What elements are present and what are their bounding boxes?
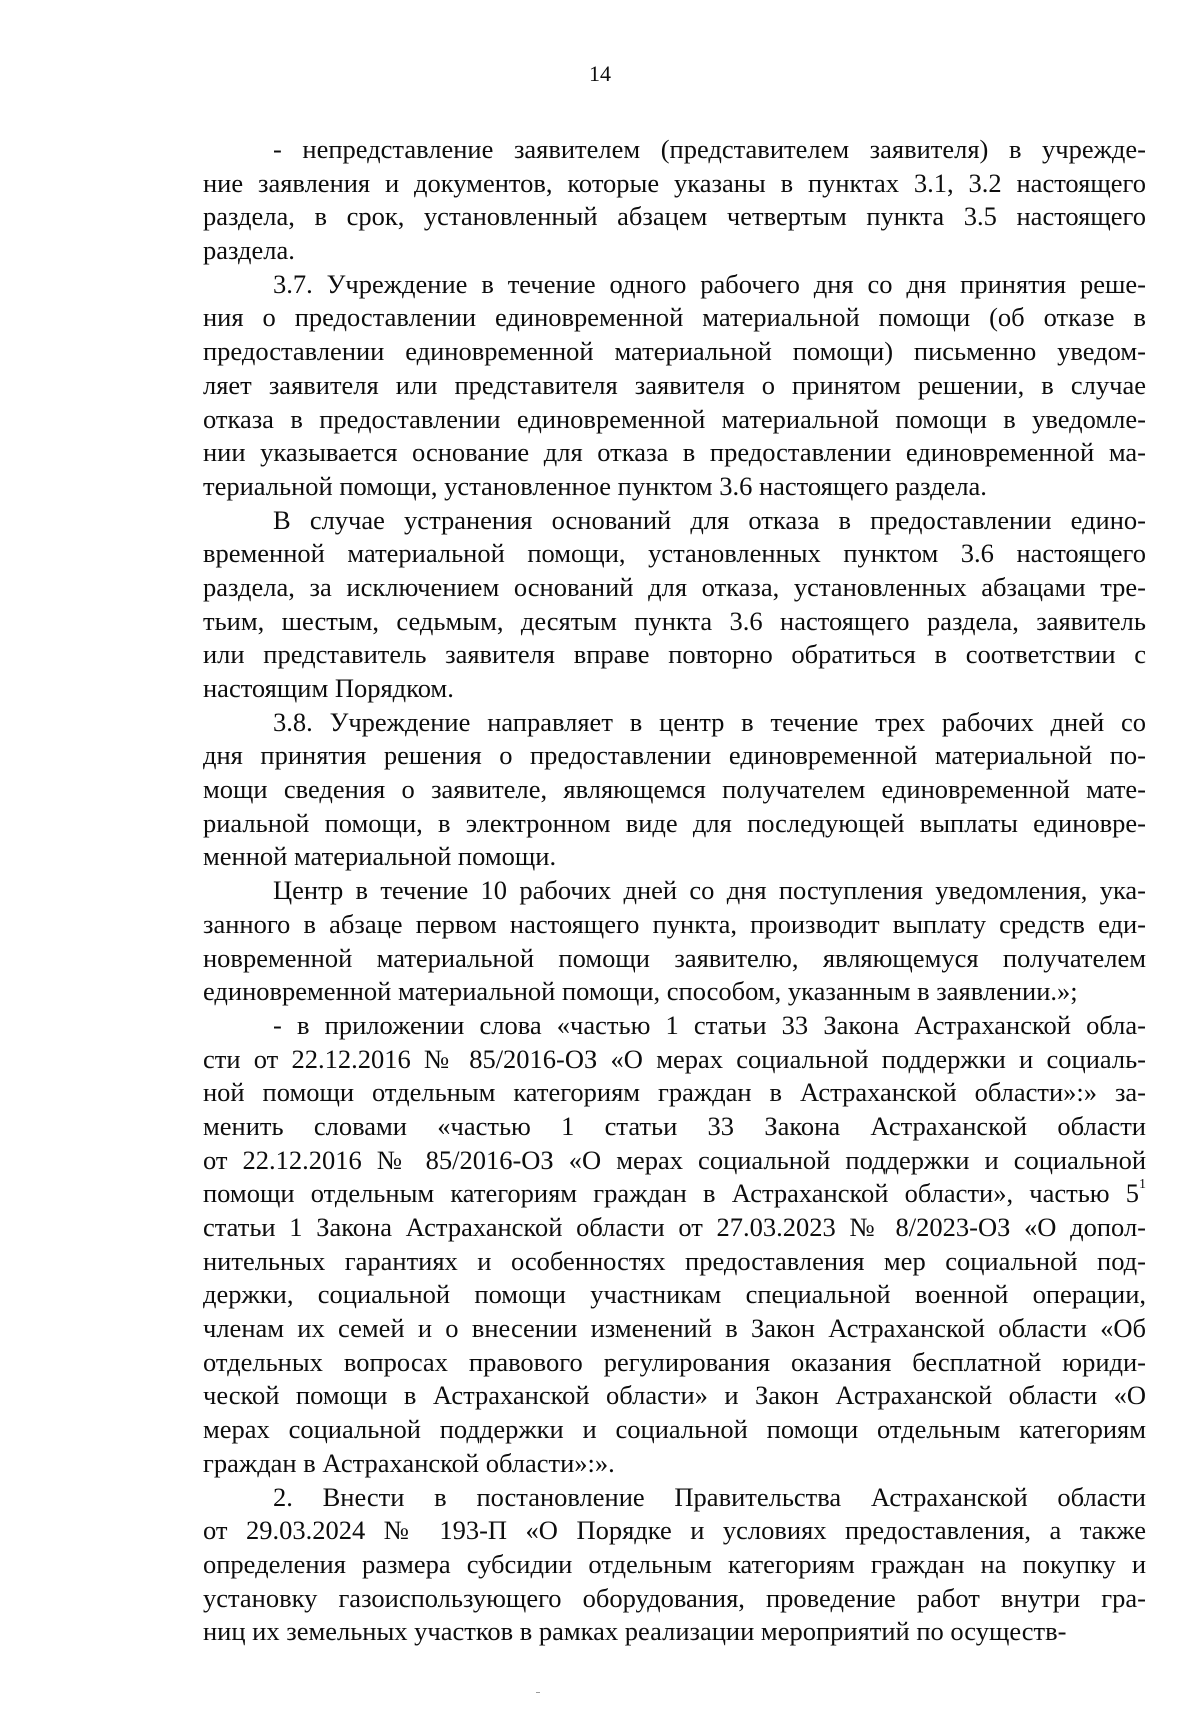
text-line: раздела, в срок, установленный абзацем четвертым пункта 3.5 настоящего xyxy=(203,201,1146,232)
paragraph-3-7-repeat-application xyxy=(203,504,1146,706)
text-line: - непредставление заявителем (представителем заявителя) в учрежде- xyxy=(273,134,1146,164)
text-line: мерах социальной поддержки и социальной помощи отдельным категориям xyxy=(203,1414,1146,1445)
text-line: граждан в Астраханской области»:». xyxy=(203,1447,615,1478)
text-line: 2. Внести в постановление Правительства Астраханской области xyxy=(273,1481,1146,1512)
text-line: нии указывается основание для отказа в предоставлении единовременной ма- xyxy=(203,437,1146,468)
text-line: раздела. xyxy=(203,235,295,266)
paragraph-appendix-amendment xyxy=(203,1009,1146,1481)
text-line: менной материальной помощи. xyxy=(203,841,557,872)
paragraph-3-7 xyxy=(203,268,1146,504)
text-line: раздела, за исключением оснований для отказа, установленных абзацами тре- xyxy=(203,571,1146,602)
text-line: от 29.03.2024 № 193-П «О Порядке и условиях предоставления, а также xyxy=(203,1515,1146,1546)
text-line: ной помощи отдельным категориям граждан в Астраханской области»:» за- xyxy=(203,1077,1146,1108)
text-line: ческой помощи в Астраханской области» и Закон Астраханской области «О xyxy=(203,1380,1146,1411)
paragraph-list-item-1 xyxy=(203,133,1146,268)
page-number: 14 xyxy=(589,61,611,86)
paragraph-3-8-center-payment xyxy=(203,874,1146,1009)
text-line: ния о предоставлении единовременной материальной помощи (об отказе в xyxy=(203,302,1146,333)
text-line: мощи сведения о заявителе, являющемся получателем единовременной мате- xyxy=(203,774,1146,805)
text-line: единовременной материальной помощи, способом, указанным в заявлении.»; xyxy=(203,976,1078,1007)
text-line: сти от 22.12.2016 № 85/2016-ОЗ «О мерах социальной поддержки и социаль- xyxy=(203,1043,1146,1074)
text-line: членам их семей и о внесении изменений в Закон Астраханской области «Об xyxy=(203,1313,1146,1344)
text-line: нительных гарантиях и особенностях предоставления мер социальной под- xyxy=(203,1245,1146,1276)
text-line: временной материальной помощи, установленных пунктом 3.6 настоящего xyxy=(203,538,1146,569)
text-line: - в приложении слова «частью 1 статьи 33 Закона Астраханской обла- xyxy=(273,1009,1146,1040)
text-line: дня принятия решения о предоставлении единовременной материальной по- xyxy=(203,740,1146,771)
text-line: новременной материальной помощи заявителю, являющемуся получателем xyxy=(203,942,1146,973)
text-line: предоставлении единовременной материальной помощи) письменно уведом- xyxy=(203,336,1146,367)
text-line: В случае устранения оснований для отказа в предоставлении едино- xyxy=(273,504,1146,535)
text-line: занного в абзаце первом настоящего пункта, производит выплату средств еди- xyxy=(203,908,1146,939)
text-line: ляет заявителя или представителя заявителя о принятом решении, в случае xyxy=(203,369,1146,400)
scan-artifact xyxy=(536,1692,540,1693)
paragraph-3-8 xyxy=(203,706,1146,874)
text-line: настоящим Порядком. xyxy=(203,673,454,703)
text-line: териальной помощи, установленное пунктом 3.6 настоящего раздела. xyxy=(203,470,987,501)
text-line: помощи отдельным категориям граждан в Астраханской области», частью $5^1$ xyxy=(203,1177,1146,1209)
text-line: риальной помощи, в электронном виде для последующей выплаты единовре- xyxy=(203,807,1146,838)
document-body xyxy=(203,133,1146,1649)
text-line: Центр в течение 10 рабочих дней со дня поступления уведомления, ука- xyxy=(273,875,1146,906)
text-line: ниц их земельных участков в рамках реализации мероприятий по осуществ- xyxy=(203,1616,1067,1647)
text-line: держки, социальной помощи участникам специальной военной операции, xyxy=(203,1279,1146,1310)
superscript-part-number: 1 xyxy=(1139,1177,1146,1193)
text-line: тьим, шестым, седьмым, десятым пункта 3.6 настоящего раздела, заявитель xyxy=(203,605,1146,636)
text-line: отдельных вопросах правового регулирования оказания бесплатной юриди- xyxy=(203,1346,1146,1377)
text-line: ние заявления и документов, которые указаны в пунктах 3.1, 3.2 настоящего xyxy=(203,167,1146,198)
text-line: установку газоиспользующего оборудования, проведение работ внутри гра- xyxy=(203,1582,1146,1613)
text-line: 3.8. Учреждение направляет в центр в течение трех рабочих дней со xyxy=(273,706,1146,737)
text-line: или представитель заявителя вправе повторно обратиться в соответствии с xyxy=(203,639,1146,670)
text-line: отказа в предоставлении единовременной материальной помощи в уведомле- xyxy=(203,403,1146,434)
text-line: определения размера субсидии отдельным категориям граждан на покупку и xyxy=(203,1548,1146,1579)
text-line: менить словами «частью 1 статьи 33 Закона Астраханской области xyxy=(203,1110,1146,1141)
text-line: 3.7. Учреждение в течение одного рабочего дня со дня принятия реше- xyxy=(273,268,1146,299)
text-line: от 22.12.2016 № 85/2016-ОЗ «О мерах социальной поддержки и социальной xyxy=(203,1144,1146,1175)
text-line: статьи 1 Закона Астраханской области от 27.03.2023 № 8/2023-ОЗ «О допол- xyxy=(203,1212,1146,1242)
paragraph-2-resolution-amendment xyxy=(203,1481,1146,1649)
